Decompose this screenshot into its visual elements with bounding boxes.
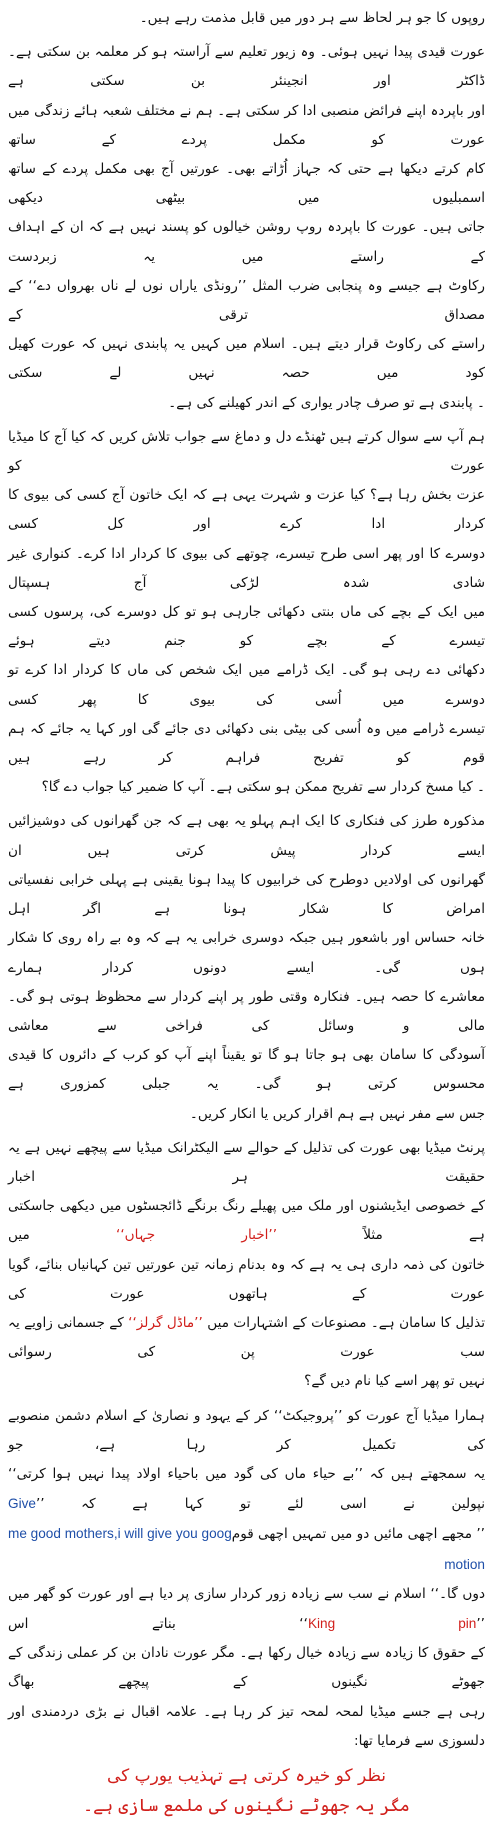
text-line: ہمارا میڈیا آج عورت کو ’’پروجیکٹ‘‘ کر کے یہود و نصاریٰ کے اسلام دشمن منصوبے کی تکمیل کر رہا ہے، جو [8,1407,485,1453]
text-line: خاتون کی ذمہ داری ہی یہ ہے کہ وہ بدنام زمانہ تین عورتیں تین کہانیاں بنائے، گویا عورت کے ہاتھوں عورت کی [8,1256,485,1302]
napoleon-quote-english: me good mothers,i will give you goog motion [8,1526,485,1572]
text-line: مذکورہ طرز کی فنکاری کا ایک اہم پہلو یہ بھی ہے کہ جن گھرانوں کی دوشیزائیں ایسے کردار پیش کرتی ہیں ان [8,813,485,859]
text-line: تیسرے ڈرامے میں وہ اُسی کی بیٹی بنی دکھائی دی جائے گی اور کہا یہ جائے کہ ہم قوم کو تفریح فراہم کر رہے ہیں [8,720,485,767]
text-line: پرنٹ میڈیا بھی عورت کی تذلیل کے حوالے سے الیکٹرانک میڈیا سے پیچھے نہیں ہے یہ حقیقت ہر اخبار [8,1139,485,1185]
paragraph-project [8,1402,485,1756]
text-line: تذلیل کا سامان ہے۔ مصنوعات کے اشتہارات میں ’’ماڈل گرلز‘‘ کے جسمانی زاویے یہ سب عورت پن کی رسوائی [8,1314,485,1361]
text-line: عورت قیدی پیدا نہیں ہوئی۔ وہ زیور تعلیم سے آراستہ ہو کر معلمہ بن سکتی ہے۔ ڈاکٹر اور انجینئر بن سکتی ہے [8,44,485,90]
text-line: رہی ہے جسے میڈیا لمحہ لمحہ تیز کر رہا ہے۔ علامہ اقبال نے بڑی دردمندی اور دلسوزی سے فرمایا تھا: [8,1703,485,1749]
paragraph-intro-tail [8,4,485,33]
text-line: دوں گا۔‘‘ اسلام نے سب سے زیادہ زور کردار سازی پر دیا ہے اور عورت کو گھر میں ’’King pin‘‘ بناتے اس [8,1585,485,1632]
text-line: یہ سمجھتے ہیں کہ ’’بے حیاء ماں کی گود میں باحیاء اولاد پیدا نہیں ہوا کرتی‘‘ نپولین نے اسی لئے تو کہا ہے کہ ’’Give [8,1465,485,1513]
text-line: روپوں کا جو ہر لحاظ سے ہر دور میں قابل مذمت رہے ہیں۔ [139,10,485,26]
highlight-king-pin: King pin [307,1615,477,1631]
text-line: رکاوٹ ہے جیسے وہ پنجابی ضرب المثل ’’رونڈی یاراں نوں لے ناں بھرواں دے‘‘ کے مصداق ترقی کے [8,277,485,324]
highlight-akhbar-e-jahan: ’’اخبار جہاں‘‘ [116,1227,278,1244]
paragraph-media-question [8,423,485,803]
text-line: کے خصوصی ایڈیشنوں اور ملک میں پھیلے رنگ برنگے ڈائجسٹوں میں دیکھی جاسکتی ہے مثلاً ’’اخبار جہاں‘‘ میں [8,1198,485,1244]
text-line: ۔ کیا مسخ کردار سے تفریح ممکن ہو سکتی ہے۔ آپ کا ضمیر کیا جواب دے گا؟ [41,779,485,796]
text-line: خانہ حساس اور باشعور ہیں جبکہ دوسری خرابی یہ ہے کہ وہ بے راہ روی کا شکار ہوں گی۔ ایسے دونوں کردار ہمارے [8,930,485,976]
text-line: میں ایک کے بچے کی ماں بنتی دکھائی جارہی ہو تو کل دوسرے کی، پرسوں کسی تیسرے کے بچے کو جنم دیتے ہوئے [8,604,485,650]
text-line: دکھائی دے رہی ہو گی۔ ایک ڈرامے میں ایک شخص کی ماں کا کردار ادا کرے تو دوسرے میں اُسی کی بیوی کا پھر کسی [8,662,485,708]
paragraph-print-media [8,1134,485,1397]
text-line: ہم آپ سے سوال کرتے ہیں ٹھنڈے دل و دماغ سے جواب تلاش کریں کہ کیا آج کا میڈیا عورت کو [8,428,485,475]
text-line: نہیں تو پھر اسے کیا نام دیں گے؟ [304,1373,485,1390]
text-line: دوسرے کا اور پھر اسی طرح تیسرے، چوتھے کی بیوی کا کردار ادا کرے۔ کنواری غیر شادی شدہ لڑکی آج ہسپتال [8,545,485,591]
text-line: راستے کی رکاوٹ قرار دیتے ہیں۔ اسلام میں کہیں یہ پابندی نہیں کہ عورت کھیل کود میں حصہ نہیں لے سکتی [8,336,485,382]
paragraph-women-in-purdah [8,38,485,418]
text-line: عزت بخش رہا ہے؟ کیا عزت و شہرت یہی ہے کہ ایک خاتون آج کسی کی بیوی کا کردار ادا کرے اور کل کسی [8,487,485,533]
text-line: ’’ مجھے اچھی مائیں دو میں تمہیں اچھی قومme good mothers,i will give you goog motion [8,1526,485,1572]
text-line: گھرانوں کی اولادیں دوطرح کی خرابیوں کا پیدا ہونا یقینی ہے پہلی خرابی نفسیاتی امراض کا شکار ہونا ہے اگر اہل [8,871,485,918]
text-line: معاشرے کا حصہ ہیں۔ فنکارہ وقتی طور پر اپنے کردار سے محظوظ ہوتی ہو گی۔ مالی و وسائل کی فراخی سے معاشی [8,988,485,1034]
highlight-give: Give [8,1496,36,1512]
couplet-verse-1: نظر کو خیرہ کرتی ہے تہذیب یورپ کی [106,1765,387,1786]
text-line: جاتی ہیں۔ عورت کا باپردہ روپ روشن خیالوں کو پسند نہیں ہے کہ ان کے اہداف کے راستے میں یہ زبردست [8,219,485,265]
text-line: آسودگی کا سامان بھی ہو جاتا ہو گا تو یقیناً اپنے آپ کو کرب کے دائروں کا قیدی محسوس کرتی ہو گی۔ یہ جبلی کمزوری ہے [8,1047,485,1093]
text-line: اور باپردہ اپنے فرائض منصبی ادا کر سکتی ہے۔ ہم نے مختلف شعبہ ہائے زندگی میں عورت کو مکمل پردے کے ساتھ [8,102,485,148]
text-line: ۔ پابندی ہے تو صرف چادر یواری کے اندر کھیلنے کی ہے۔ [168,394,485,411]
text-line: کے حقوق کا زیادہ سے زیادہ خیال رکھا ہے۔ مگر عورت نادان بن کر عملی زندگی کے جھوٹے نگینوں کے پیچھے بھاگ [8,1645,485,1691]
paragraph-artistry [8,807,485,1128]
couplet-verse-2: مگر یہ جھوٹے نگینوں کی ملمع سازی ہے۔ [83,1795,410,1816]
text-line: کام کرتے دیکھا ہے حتی کہ جہاز اُڑاتے بھی۔ عورتیں آج بھی مکمل پردے کے ساتھ اسمبلیوں میں بیٹھی دیکھی [8,161,485,207]
highlight-model-girls: ’’ماڈل گرلز‘‘ [128,1314,203,1331]
iqbal-couplet [8,1761,485,1821]
text-line: جس سے مفر نہیں ہے ہم اقرار کریں یا انکار کریں۔ [189,1105,485,1122]
